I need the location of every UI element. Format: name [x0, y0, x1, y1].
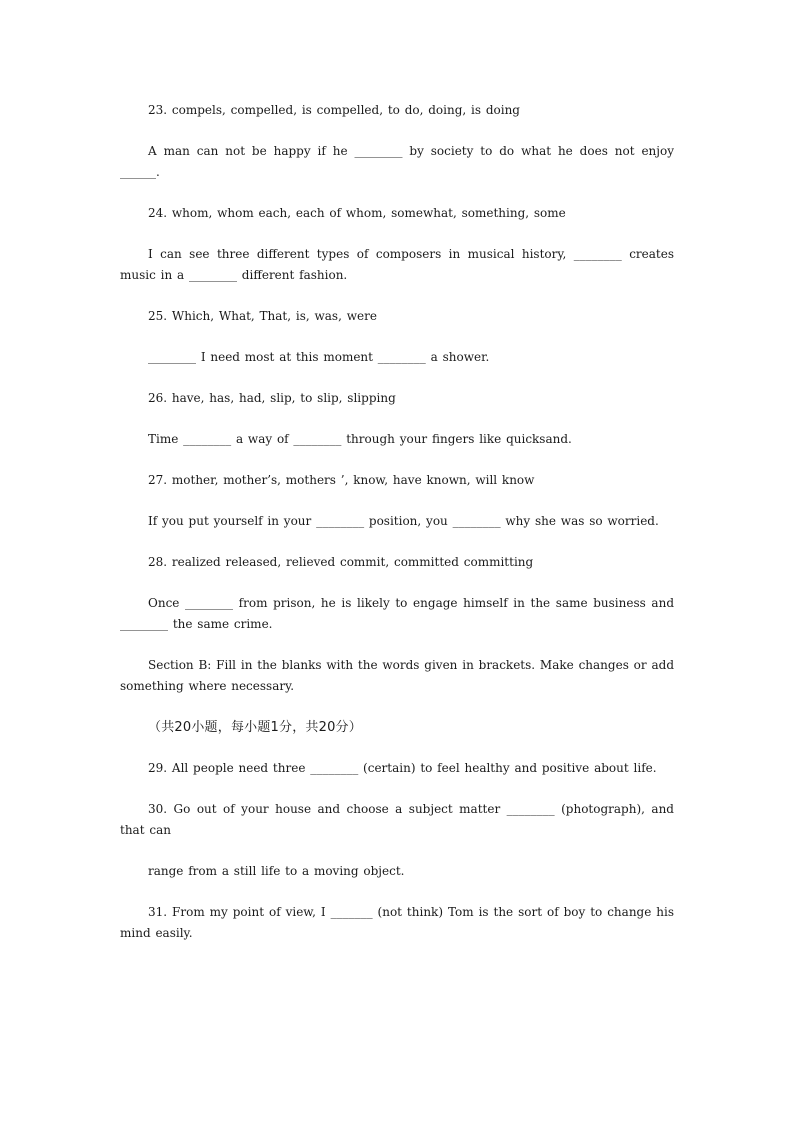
question-25-sentence: ________ I need most at this moment ________ a shower.	[148, 350, 490, 364]
question-24-options: 24. whom, whom each, each of whom, somewhat, something, some	[148, 206, 566, 220]
question-28-sentence: Once ________ from prison, he is likely to engage himself in the same business and ________ the same crime.	[120, 596, 674, 631]
question-26-sentence: Time ________ a way of ________ through your fingers like quicksand.	[148, 432, 572, 446]
section-b-score-note: （共20小题，每小题1分，共20分）	[148, 720, 362, 735]
question-25-options: 25. Which, What, That, is, was, were	[148, 309, 377, 323]
question-27-options: 27. mother, mother’s, mothers ’, know, have known, will know	[148, 473, 535, 487]
question-23-sentence: A man can not be happy if he ________ by society to do what he does not enjoy ______.	[120, 144, 674, 179]
question-30-continued: range from a still life to a moving object.	[148, 864, 405, 878]
question-31: 31. From my point of view, I _______ (not think) Tom is the sort of boy to change his mind easily.	[120, 905, 674, 940]
question-24-sentence: I can see three different types of composers in musical history, ________ creates music in a ________ different fashion.	[120, 247, 674, 282]
question-26-options: 26. have, has, had, slip, to slip, slipping	[148, 391, 396, 405]
section-b-instructions: Section B: Fill in the blanks with the words given in brackets. Make changes or add something where necessary.	[120, 658, 674, 693]
question-29: 29. All people need three ________ (certain) to feel healthy and positive about life.	[148, 761, 657, 775]
question-27-sentence: If you put yourself in your ________ position, you ________ why she was so worried.	[148, 514, 659, 528]
document-page	[120, 100, 674, 964]
question-28-options: 28. realized released, relieved commit, committed committing	[148, 555, 534, 569]
question-30: 30. Go out of your house and choose a subject matter ________ (photograph), and that can	[120, 802, 674, 837]
question-23-options: 23. compels, compelled, is compelled, to do, doing, is doing	[148, 103, 520, 117]
